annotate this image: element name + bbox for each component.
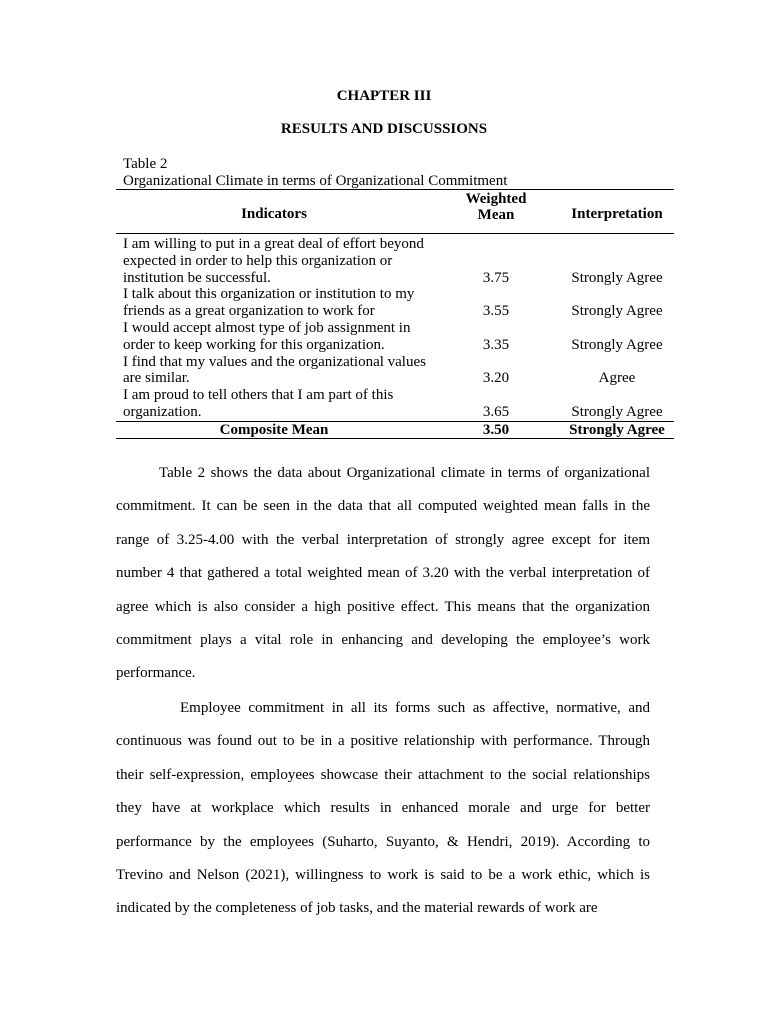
chapter-heading: CHAPTER III xyxy=(336,88,432,104)
header-interpretation: Interpretation xyxy=(571,206,663,222)
table-header-row xyxy=(116,190,674,234)
composite-label: Composite Mean xyxy=(219,421,329,438)
body-paragraph-2: Employee commitment in all its forms such as affective, normative, and continuous was found out to be in a positive relationship with performance. Through their self-expression, employees showcase their attachment to the social relationships they have at workplace which results in enhanced morale and urge for better performance by the employees (Suharto, Suyanto, & Hendri, 2019). According to Trevino and Nelson (2021), willingness to work is said to be a work ethic, which is indicated by the completeness of job tasks, and the material rewards of work are xyxy=(116,700,650,917)
table-title: Organizational Climate in terms of Organizational Commitment xyxy=(123,173,508,189)
row-interpretation: Strongly Agree xyxy=(571,403,663,420)
body-paragraph-1: Table 2 shows the data about Organizational climate in terms of organizational commitment. It can be seen in the data that all computed weighted mean falls in the range of 3.25-4.00 with the verbal interpretation of strongly agree except for item number 4 that gathered a total weighted mean of 3.20 with the verbal interpretation of agree which is also consider a high positive effect. This means that the organization commitment plays a vital role in enhancing and developing the employee’s work performance. xyxy=(116,465,650,682)
row-mean: 3.55 xyxy=(482,303,510,320)
row-interpretation: Strongly Agree xyxy=(571,269,663,286)
composite-row xyxy=(116,421,674,438)
row-interpretation: Strongly Agree xyxy=(571,303,663,320)
table-row xyxy=(116,234,674,287)
commitment-table xyxy=(116,189,674,439)
header-mean-line2: Mean xyxy=(477,207,515,223)
row-mean: 3.65 xyxy=(482,403,510,420)
row-indicator: I find that my values and the organizational values are similar. xyxy=(123,353,426,387)
row-mean: 3.35 xyxy=(482,336,510,353)
row-indicator: I would accept almost type of job assignment in order to keep working for this organization. xyxy=(123,319,411,353)
table-row xyxy=(116,286,674,320)
header-weighted-mean xyxy=(432,190,560,234)
composite-interpretation: Strongly Agree xyxy=(569,421,665,438)
header-indicators: Indicators xyxy=(241,206,307,222)
row-indicator: I talk about this organization or institution to my friends as a great organization to work for xyxy=(123,286,415,320)
table-row xyxy=(116,354,674,388)
row-interpretation: Strongly Agree xyxy=(571,336,663,353)
row-mean: 3.20 xyxy=(482,370,510,387)
header-mean-line1: Weighted xyxy=(465,191,527,207)
table-label: Table 2 xyxy=(123,156,168,172)
row-interpretation: Agree xyxy=(598,370,636,387)
composite-mean: 3.50 xyxy=(482,421,510,438)
section-heading: RESULTS AND DISCUSSIONS xyxy=(280,121,488,137)
row-indicator: I am willing to put in a great deal of effort beyond expected in order to help this organization or institution be successful. xyxy=(123,236,424,286)
row-indicator: I am proud to tell others that I am part of this organization. xyxy=(123,387,394,420)
row-mean: 3.75 xyxy=(482,269,510,286)
table-row xyxy=(116,320,674,354)
table-row xyxy=(116,387,674,421)
